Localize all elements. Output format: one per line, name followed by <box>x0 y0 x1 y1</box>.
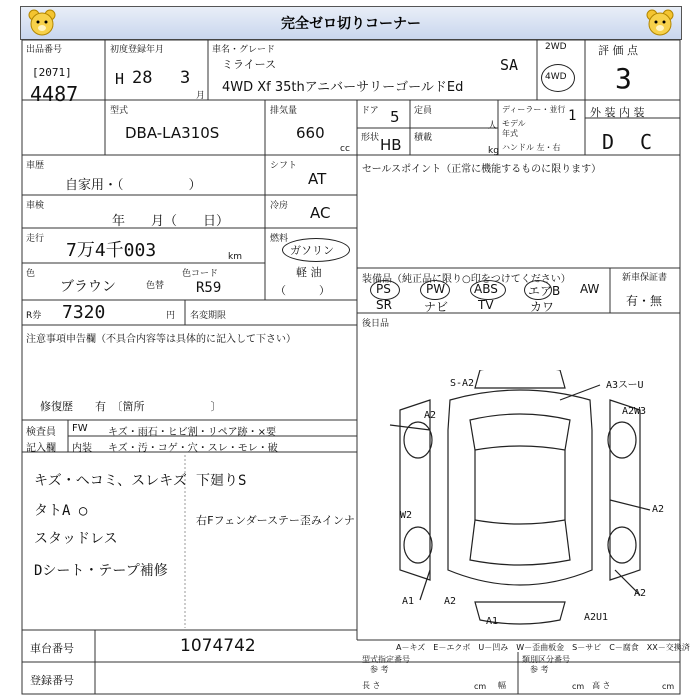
history-label: 車歴 <box>26 161 45 171</box>
inspection-value: 年 月（ 日） <box>112 214 230 229</box>
lot-label: 出品番号 <box>26 45 63 55</box>
spec-left-title: 型式指定番号 <box>362 655 410 664</box>
first-reg-unit: 月 <box>196 91 206 101</box>
equip-leather: カワ <box>530 300 555 314</box>
spec-cm-1: cm <box>474 682 487 691</box>
diag-mark-11: A2 <box>634 588 647 599</box>
load-label: 積載 <box>414 133 433 143</box>
model-label: 型式 <box>110 106 129 116</box>
diag-mark-5: A2 <box>652 504 665 515</box>
capacity-label: 定員 <box>414 106 433 116</box>
lot-number: 4487 <box>30 82 79 106</box>
remark-right-1: 下廻りS <box>196 473 247 489</box>
inspection-label: 車検 <box>26 201 45 211</box>
shift-value: AT <box>308 170 327 188</box>
inspector-row1: キズ・雨石・ヒビ割・リペア跡・×要 <box>108 427 276 438</box>
warranty-value: 有・無 <box>626 294 663 308</box>
shift-label: シフト <box>270 161 298 171</box>
diag-mark-3: A2 <box>424 410 437 421</box>
equipment-label: 装備品（純正品に限り○印をつけてください） <box>362 274 571 285</box>
first-reg-month: 3 <box>180 68 191 88</box>
rating-label: 評 価 点 <box>598 44 638 57</box>
remark-1: キズ・ヘコミ、スレキズ <box>34 473 187 489</box>
remark-right-2: 右Fフェンダーステー歪みインナ <box>196 514 355 527</box>
equip-abs: ABS <box>474 282 498 296</box>
color-value: ブラウン <box>60 279 116 295</box>
capacity-unit: 人 <box>488 121 498 131</box>
model-value: DBA-LA310S <box>125 124 220 142</box>
spec-length: 長 さ <box>362 681 381 690</box>
equip-navi: ナビ <box>424 300 449 314</box>
shape-value: HB <box>380 136 402 154</box>
chassis-label: 車台番号 <box>30 642 74 655</box>
spec-left-sub: 参 考 <box>370 665 389 674</box>
chassis-value: 1074742 <box>180 636 256 656</box>
doors-value: 5 <box>390 108 400 126</box>
equip-pw: PW <box>426 282 446 296</box>
spec-width: 幅 <box>498 681 506 690</box>
inspector-row2: キズ・汚・コゲ・穴・スレ・モレ・破 <box>108 443 278 454</box>
reg-number-label: 登録番号 <box>30 674 74 687</box>
history-value: 自家用・（ ） <box>65 178 202 193</box>
page-title: 完全ゼロ切りコーナー <box>281 16 421 32</box>
ac-label: 冷房 <box>270 201 289 211</box>
diag-mark-2: A3スーU <box>606 380 644 391</box>
equip-ps: PS <box>376 282 391 296</box>
recycle-value: 7320 <box>62 302 106 323</box>
recycle-unit: 円 <box>166 311 176 321</box>
drive-4wd: 4WD <box>545 72 567 82</box>
dealer-mark: 1 <box>568 108 577 124</box>
drive-2wd: 2WD <box>545 42 567 52</box>
color-code: R59 <box>196 280 222 296</box>
ext-int-label: 外 装 内 装 <box>590 106 645 119</box>
ext-grade: D <box>602 130 615 154</box>
mileage-value: 7万4千003 <box>66 240 157 261</box>
dealer-model: モデル <box>502 119 526 128</box>
displacement-label: 排気量 <box>270 106 298 116</box>
spec-cm-3: cm <box>662 682 675 691</box>
equip-tv: TV <box>478 298 494 312</box>
first-reg-era: H <box>115 70 125 88</box>
inspector-label: 検査員 <box>26 427 56 438</box>
spec-right-title: 類別区分番号 <box>522 655 570 664</box>
mileage-unit: km <box>228 252 242 262</box>
car-grade: 4WD Xf 35thアニバーサリーゴールドEd <box>222 80 464 95</box>
ac-value: AC <box>310 204 331 222</box>
damage-legend: A－キズ E－エクボ U－凹み W－歪曲板金 S－サビ C－腐食 XX－交換済 <box>396 643 690 652</box>
equip-circle <box>420 280 450 300</box>
after-fit-label: 後日品 <box>362 319 390 329</box>
first-reg-year: 28 <box>132 68 153 88</box>
equip-sr: SR <box>376 298 392 312</box>
displacement-unit: cc <box>340 144 350 154</box>
spec-right-sub: 参 考 <box>530 665 549 674</box>
diag-mark-6: W2 <box>400 510 413 521</box>
equip-aw: AW <box>580 282 600 296</box>
lot-code: [2071] <box>32 66 72 79</box>
inspector-label2: 記入欄 <box>26 443 56 454</box>
equip-circle <box>524 280 552 300</box>
shape-label: 形状 <box>361 133 380 143</box>
fuel-other: （ ） <box>275 284 330 297</box>
remark-4: Dシート・テープ補修 <box>34 563 168 579</box>
dealer-handle: ハンドル 左・右 <box>502 143 561 152</box>
fuel-label: 燃料 <box>270 234 289 244</box>
color-code-label: 色コード <box>182 269 219 279</box>
equip-circle <box>470 280 506 300</box>
rating-value: 3 <box>615 62 632 95</box>
doors-label: ドア <box>361 106 379 116</box>
inspector-fw: FW <box>72 423 88 434</box>
spec-height: 高 さ <box>592 681 611 690</box>
fuel-diesel: 軽 油 <box>296 266 322 279</box>
inspector-int: 内装 <box>72 443 92 454</box>
remark-2: タトA ○ <box>34 503 88 519</box>
fuel-gas: ガソリン <box>290 244 334 257</box>
car-mark: SA <box>500 56 519 74</box>
mileage-label: 走行 <box>26 234 45 244</box>
sales-point-label: セールスポイント（正常に機能するものに限ります） <box>362 164 602 175</box>
notes-label: 注意事項申告欄（不具合内容等は具体的に記入して下さい） <box>26 334 296 345</box>
recycle-label: R券 <box>26 311 42 321</box>
first-reg-label: 初度登録年月 <box>110 45 165 55</box>
car-name: ミライース <box>222 58 277 71</box>
diag-mark-10: A2 <box>444 596 457 607</box>
diag-mark-7: A1 <box>486 616 499 627</box>
dealer-label: ディーラー・並行 <box>502 105 566 114</box>
int-grade: C <box>640 130 653 154</box>
equip-airbag: エアB <box>528 284 561 298</box>
name-change-label: 名変期限 <box>190 311 227 321</box>
diag-mark-9: A1 <box>402 596 415 607</box>
dealer-year: 年式 <box>502 129 518 138</box>
color-no-label: 色替 <box>146 281 165 291</box>
equip-circle <box>370 280 400 300</box>
load-unit: kg <box>488 146 499 156</box>
warranty-label: 新車保証書 <box>622 273 668 283</box>
color-label: 色 <box>26 269 36 279</box>
diag-mark-8: A2U1 <box>584 612 609 623</box>
diag-mark-1: S-A2 <box>450 378 475 389</box>
remark-3: スタッドレス <box>34 531 118 547</box>
displacement-value: 660 <box>296 124 325 142</box>
repair-history: 修復歴 有 〔箇所 〕 <box>40 400 222 413</box>
diag-mark-4: A2W3 <box>622 406 647 417</box>
spec-cm-2: cm <box>572 682 585 691</box>
car-label: 車名・グレード <box>212 45 276 55</box>
